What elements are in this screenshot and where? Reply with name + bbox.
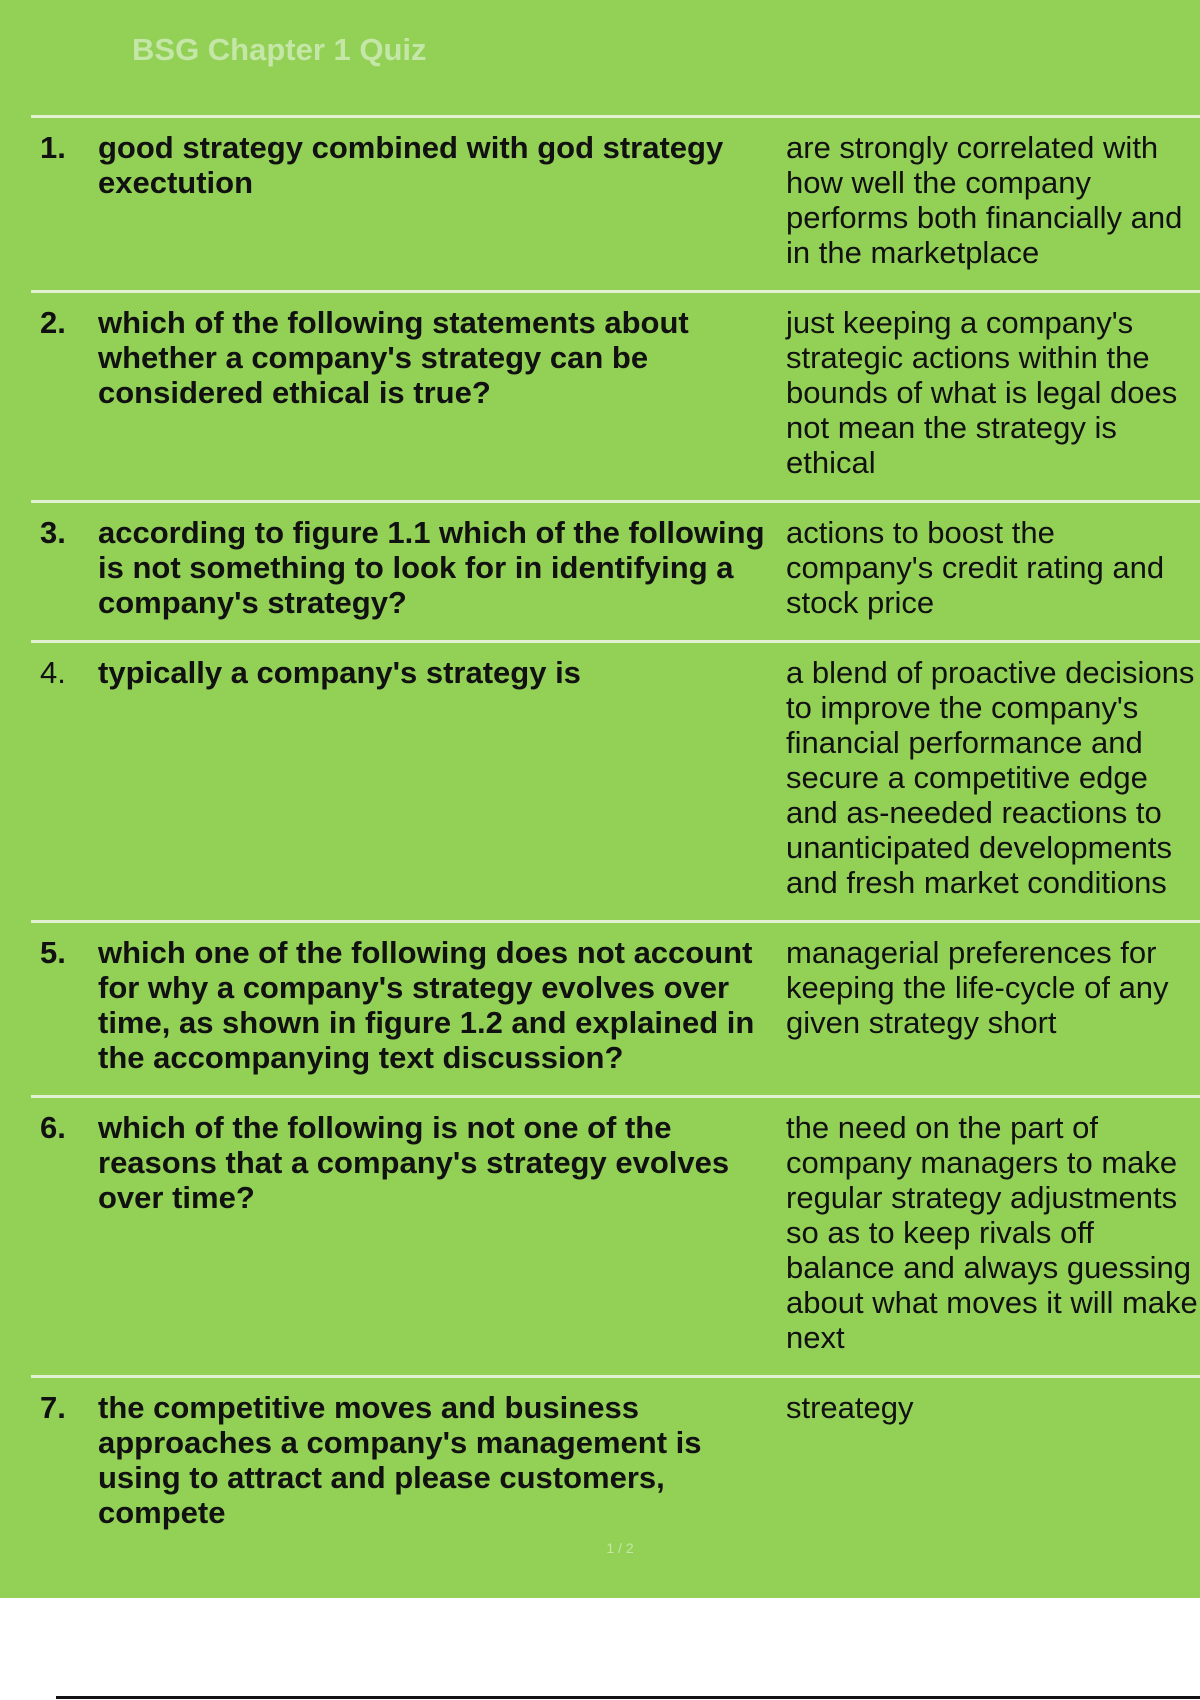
item-number: 5. [40,935,66,970]
question-text: good strategy combined with god strategy exectution [98,130,724,200]
item-number: 2. [40,305,66,340]
question-text: which of the following statements about whether a company's strategy can be considered ethical is true? [98,305,689,410]
quiz-row-2 [31,290,1200,500]
item-number: 6. [40,1110,66,1145]
item-number: 1. [40,130,66,165]
question-text: the competitive moves and business approaches a company's management is using to attract and please customers, compete [98,1390,702,1530]
answer-text: actions to boost the company's credit rating and stock price [786,515,1165,620]
question-text: which one of the following does not account for why a company's strategy evolves over time, as shown in figure 1.2 and explained in the accompanying text discussion? [98,935,755,1075]
answer-text: streategy [786,1390,914,1425]
answer-text: just keeping a company's strategic actions within the bounds of what is legal does not mean the strategy is ethical [786,305,1178,480]
footer-divider [56,1696,1200,1699]
question-text: which of the following is not one of the reasons that a company's strategy evolves over time? [98,1110,730,1215]
item-number: 7. [40,1390,66,1425]
item-number: 4. [40,655,66,690]
page-title: BSG Chapter 1 Quiz [132,32,427,67]
question-text: typically a company's strategy is [98,655,581,690]
quiz-row-4 [31,640,1200,920]
quiz-row-1 [31,115,1200,290]
answer-text: are strongly correlated with how well the company performs both financially and in the marketplace [786,130,1183,270]
page-number: 1 / 2 [606,1540,634,1556]
answer-text: a blend of proactive decisions to improve the company's financial performance and secure a competitive edge and as-needed reactions to unanticipated developments and fresh market conditions [786,655,1195,900]
quiz-table [31,115,1200,1550]
question-text: according to figure 1.1 which of the following is not something to look for in identifying a company's strategy? [98,515,765,620]
quiz-row-3 [31,500,1200,640]
item-number: 3. [40,515,66,550]
quiz-row-6 [31,1095,1200,1375]
answer-text: managerial preferences for keeping the life-cycle of any given strategy short [786,935,1169,1040]
quiz-row-5 [31,920,1200,1095]
quiz-row-7 [31,1375,1200,1550]
answer-text: the need on the part of company managers to make regular strategy adjustments so as to keep rivals off balance and always guessing about what moves it will make next [786,1110,1198,1355]
